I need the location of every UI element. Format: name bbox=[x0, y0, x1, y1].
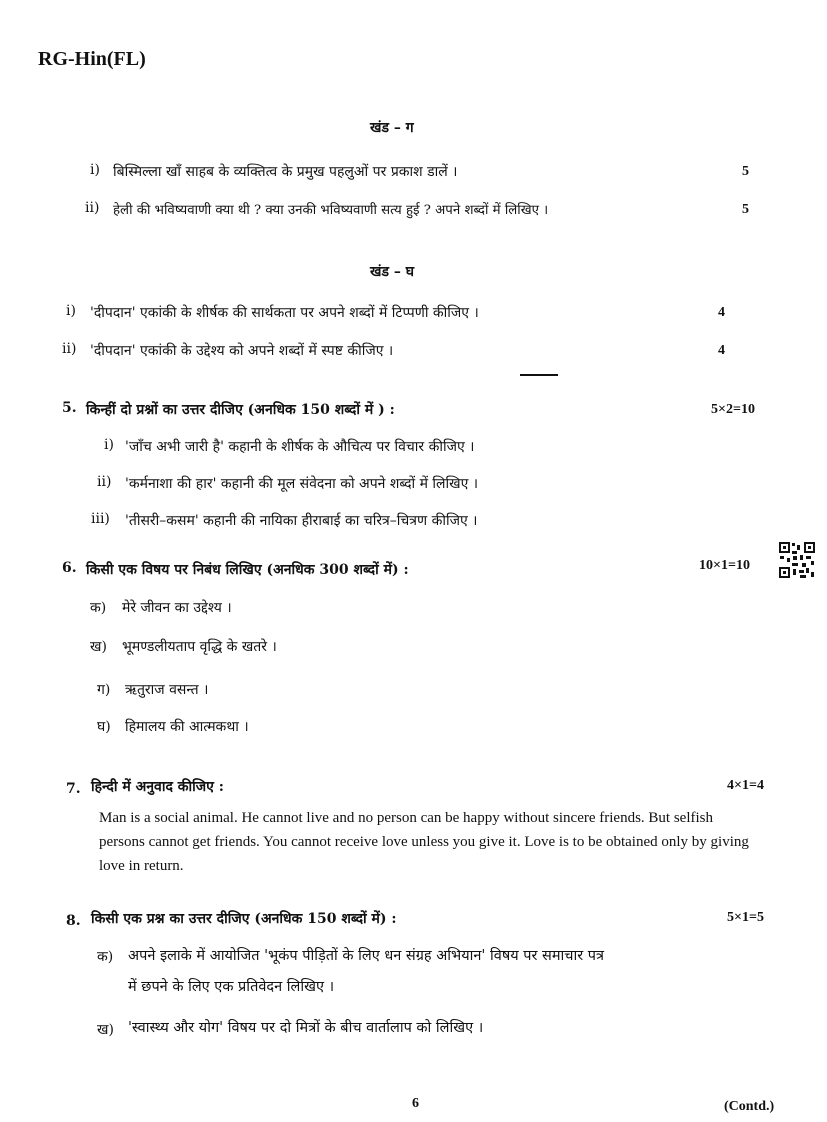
q6-marks: 10×1=10 bbox=[699, 558, 750, 573]
section-g-item-text: बिस्मिल्ला खाँ साहब के व्यक्तित्व के प्रमुख पहलुओं पर प्रकाश डालें । bbox=[113, 164, 458, 180]
q6-item-num: घ) bbox=[97, 719, 111, 735]
section-gh-item-num: i) bbox=[66, 303, 76, 319]
qr-code-icon bbox=[778, 541, 816, 579]
q8-item-num: क) bbox=[97, 949, 114, 965]
q6-item-num: ख) bbox=[90, 639, 107, 655]
q5-item-text: 'कर्मनाशा की हार' कहानी की मूल संवेदना को अपने शब्दों में लिखिए । bbox=[125, 476, 479, 492]
paper-code: RG-Hin(FL) bbox=[38, 48, 146, 70]
section-g-item-marks: 5 bbox=[742, 164, 749, 179]
section-gh-item-text: 'दीपदान' एकांकी के उद्देश्य को अपने शब्दों में स्पष्ट कीजिए । bbox=[90, 343, 394, 359]
page-number: 6 bbox=[412, 1096, 419, 1111]
q6-item-text: ऋतुराज वसन्त । bbox=[125, 682, 209, 698]
q7-marks: 4×1=4 bbox=[727, 778, 764, 793]
section-gh-title: खंड – घ bbox=[370, 264, 414, 280]
q5-item-num: ii) bbox=[97, 474, 112, 490]
q7-number: 7. bbox=[66, 781, 81, 797]
q5-item-text: 'तीसरी–कसम' कहानी की नायिका हीराबाई का चरित्र–चित्रण कीजिए । bbox=[125, 513, 478, 529]
section-gh-item-marks: 4 bbox=[718, 343, 725, 358]
section-g-item-text: हेली की भविष्यवाणी क्या थी ? क्या उनकी भविष्यवाणी सत्य हुई ? अपने शब्दों में लिखिए । bbox=[113, 203, 549, 218]
section-gh-item-marks: 4 bbox=[718, 305, 725, 320]
q6-item-text: भूमण्डलीयताप वृद्धि के खतरे । bbox=[122, 639, 277, 655]
section-g-title: खंड – ग bbox=[370, 120, 414, 136]
q5-text: किन्हीं दो प्रश्नों का उत्तर दीजिए (अनधिक 150 शब्दों में ) : bbox=[86, 402, 395, 418]
continued-label: (Contd.) bbox=[724, 1099, 775, 1114]
q7-text: हिन्दी में अनुवाद कीजिए : bbox=[91, 779, 224, 795]
q6-item-num: क) bbox=[90, 600, 107, 616]
q8-text: किसी एक प्रश्न का उत्तर दीजिए (अनधिक 150 शब्दों में) : bbox=[91, 911, 397, 927]
section-g-item-num: i) bbox=[90, 162, 100, 178]
q5-item-num: iii) bbox=[91, 511, 110, 527]
q6-number: 6. bbox=[62, 560, 77, 576]
q5-item-num: i) bbox=[104, 437, 114, 453]
section-gh-item-text: 'दीपदान' एकांकी के शीर्षक की सार्थकता पर अपने शब्दों में टिप्पणी कीजिए । bbox=[90, 305, 479, 321]
q5-marks: 5×2=10 bbox=[711, 402, 755, 417]
q8-item-num: ख) bbox=[97, 1022, 114, 1038]
q8-item-text: 'स्वास्थ्य और योग' विषय पर दो मित्रों के बीच वार्तालाप को लिखिए । bbox=[128, 1020, 484, 1036]
divider-line bbox=[520, 374, 558, 376]
q7-passage: Man is a social animal. He cannot live and no person can be happy without sincere friends. But selfish persons cannot get friends. You cannot receive love unless you give it. Love is to be obtained only by giving love in return. bbox=[99, 810, 749, 874]
q6-item-num: ग) bbox=[97, 682, 111, 698]
q6-item-text: मेरे जीवन का उद्देश्य । bbox=[122, 600, 232, 616]
q6-text: किसी एक विषय पर निबंध लिखिए (अनधिक 300 शब्दों में) : bbox=[86, 562, 409, 578]
q5-item-text: 'जाँच अभी जारी है' कहानी के शीर्षक के औचित्य पर विचार कीजिए । bbox=[125, 439, 475, 455]
section-g-item-num: ii) bbox=[85, 200, 100, 216]
q8-marks: 5×1=5 bbox=[727, 910, 764, 925]
q8-item-text-line1: अपने इलाके में आयोजित 'भूकंप पीड़ितों के लिए धन संग्रह अभियान' विषय पर समाचार पत्र bbox=[128, 948, 604, 964]
q6-item-text: हिमालय की आत्मकथा । bbox=[125, 719, 249, 735]
section-gh-item-num: ii) bbox=[62, 341, 77, 357]
section-g-item-marks: 5 bbox=[742, 202, 749, 217]
q8-number: 8. bbox=[66, 913, 81, 929]
q5-number: 5. bbox=[62, 400, 77, 416]
q8-item-text-line2: में छपने के लिए एक प्रतिवेदन लिखिए । bbox=[128, 979, 335, 995]
